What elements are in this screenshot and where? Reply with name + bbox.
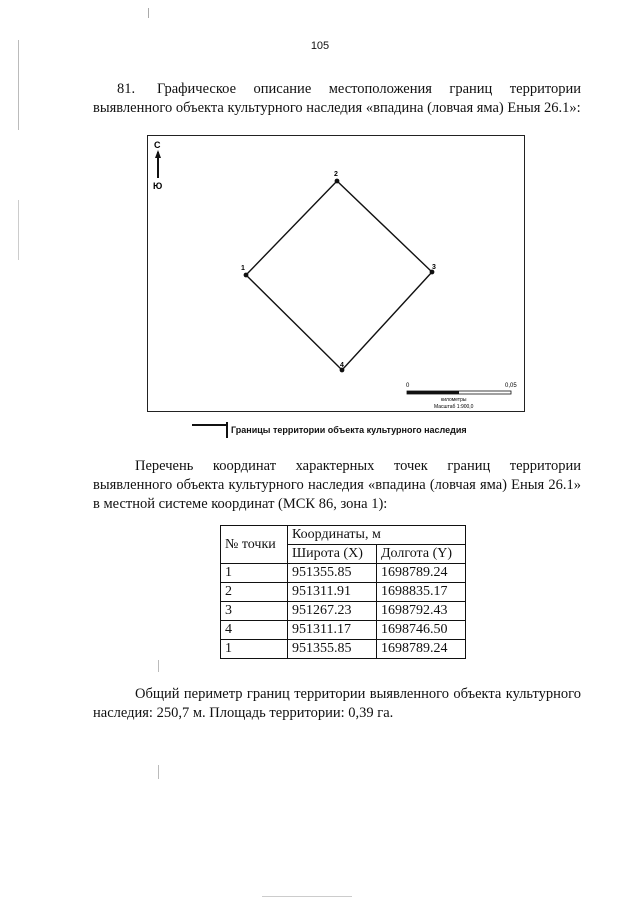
cell-latitude: 951267.23 bbox=[288, 602, 377, 621]
cell-longitude: 1698789.24 bbox=[377, 640, 466, 659]
scale-end-label: 0,05 bbox=[505, 383, 517, 389]
south-label: Ю bbox=[153, 181, 163, 191]
scan-artifact bbox=[148, 8, 149, 18]
cell-point: 1 bbox=[221, 640, 288, 659]
scan-artifact bbox=[18, 40, 19, 130]
cell-latitude: 951311.17 bbox=[288, 621, 377, 640]
point-marker-2 bbox=[335, 179, 340, 184]
boundary-polygon bbox=[246, 181, 432, 370]
point-marker-1 bbox=[244, 273, 249, 278]
scan-artifact bbox=[158, 765, 159, 779]
point-label-1: 1 bbox=[241, 265, 245, 272]
point-label-2: 2 bbox=[334, 171, 338, 178]
section-heading bbox=[93, 80, 581, 118]
cell-latitude: 951355.85 bbox=[288, 640, 377, 659]
header-latitude: Широта (X) bbox=[288, 545, 377, 564]
cell-latitude: 951355.85 bbox=[288, 564, 377, 583]
cell-point: 1 bbox=[221, 564, 288, 583]
scan-artifact bbox=[262, 896, 352, 897]
north-label: С bbox=[154, 140, 161, 150]
coordinates-intro: Перечень координат характерных точек границ территории выявленного объекта культурного наследия «впадина (ловчая яма) Еныя 26.1» в местной системе координат (МСК 86, зона 1): bbox=[93, 458, 581, 512]
table-header-row bbox=[221, 526, 466, 545]
cell-point: 2 bbox=[221, 583, 288, 602]
cell-longitude: 1698789.24 bbox=[377, 564, 466, 583]
cell-point: 3 bbox=[221, 602, 288, 621]
point-label-4: 4 bbox=[340, 362, 344, 369]
table-row bbox=[221, 621, 466, 640]
boundary-map-canvas bbox=[148, 136, 524, 411]
section-heading-text: Графическое описание местоположения границ территории выявленного объекта культурного наследия «впадина (ловчая яма) Еныя 26.1»: bbox=[93, 81, 581, 116]
map-legend bbox=[192, 422, 467, 438]
cell-longitude: 1698835.17 bbox=[377, 583, 466, 602]
scan-artifact bbox=[18, 200, 19, 260]
cell-point: 4 bbox=[221, 621, 288, 640]
table-row bbox=[221, 602, 466, 621]
cell-latitude: 951311.91 bbox=[288, 583, 377, 602]
legend-label: Границы территории объекта культурного наследия bbox=[231, 425, 467, 435]
summary-paragraph: Общий периметр границ территории выявленного объекта культурного наследия: 250,7 м. Площадь территории: 0,39 га. bbox=[93, 686, 581, 721]
boundary-map bbox=[147, 135, 525, 412]
scale-bar bbox=[406, 383, 517, 410]
north-arrow-icon bbox=[153, 140, 162, 191]
page-number: 105 bbox=[310, 40, 330, 52]
legend-tick-icon bbox=[226, 422, 228, 438]
coordinates-table bbox=[220, 525, 466, 659]
header-longitude: Долгота (Y) bbox=[377, 545, 466, 564]
table-row bbox=[221, 640, 466, 659]
cell-longitude: 1698792.43 bbox=[377, 602, 466, 621]
table-row bbox=[221, 564, 466, 583]
scale-start-label: 0 bbox=[406, 383, 410, 389]
header-coordinates: Координаты, м bbox=[288, 526, 466, 545]
cell-longitude: 1698746.50 bbox=[377, 621, 466, 640]
header-point: № точки bbox=[221, 526, 288, 564]
scale-ratio-label: Масштаб 1:900,0 bbox=[434, 404, 474, 410]
point-label-3: 3 bbox=[432, 264, 436, 271]
scan-artifact bbox=[158, 660, 159, 672]
legend-line-icon bbox=[192, 424, 226, 426]
section-number: 81. bbox=[117, 81, 136, 97]
table-row bbox=[221, 583, 466, 602]
scale-unit-label: километры bbox=[441, 397, 467, 403]
